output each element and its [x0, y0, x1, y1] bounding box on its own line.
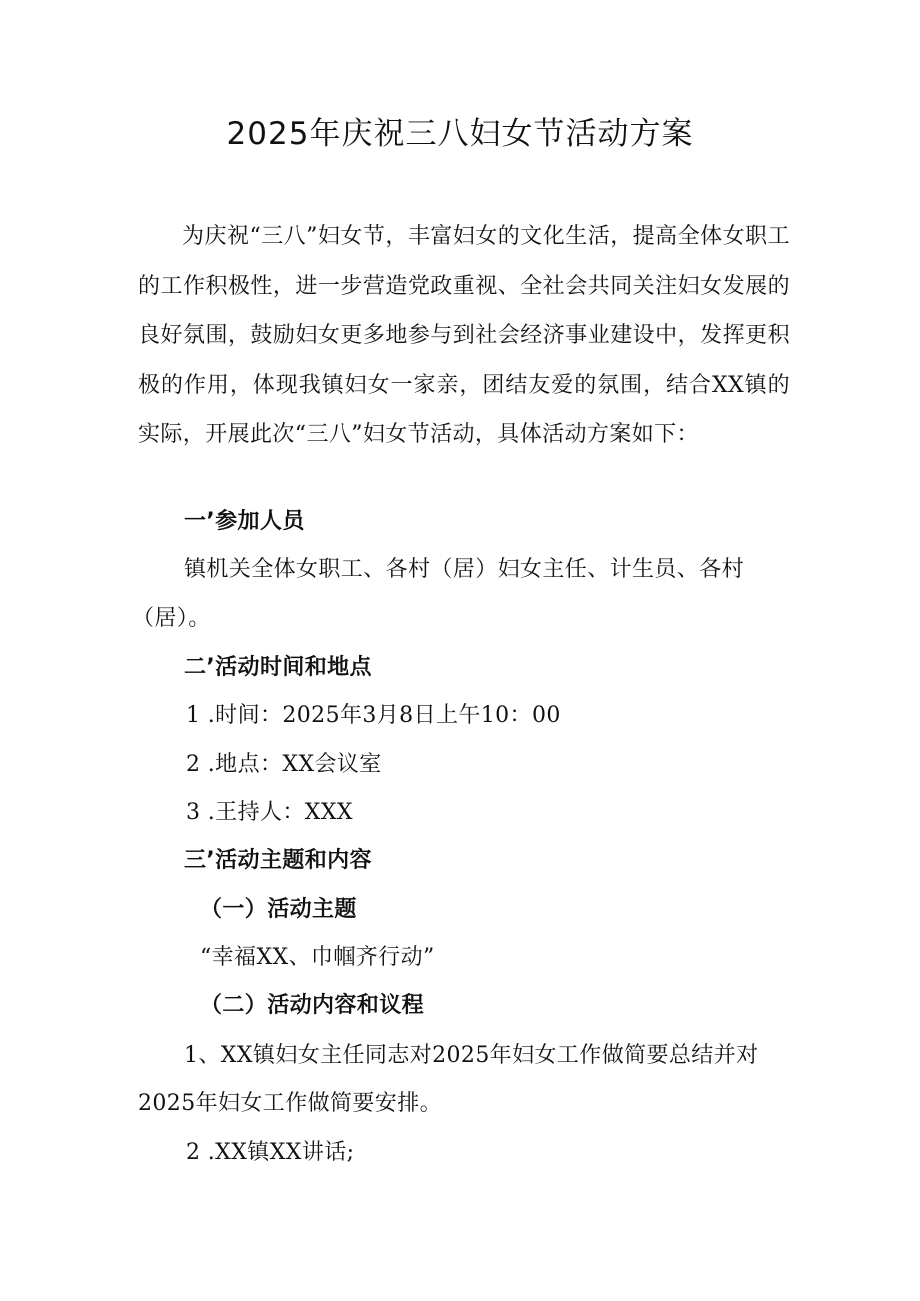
section3-sub2-heading: （二）活动内容和议程: [200, 993, 425, 1018]
section2-host: 3 .王持人：XXX: [186, 800, 353, 825]
agenda-item1-line2: 2025年妇女工作做简要安排。: [138, 1091, 442, 1116]
section2-time: 1 .时间：2025年3月8日上午10：00: [186, 703, 561, 728]
section2-place: 2 .地点：XX会议室: [186, 752, 382, 777]
intro-block: [138, 212, 790, 460]
section1-text-line2: （居）。: [132, 606, 211, 631]
section3-sub1-heading: （一）活动主题: [200, 897, 357, 922]
agenda-item2: 2 .XX镇XX讲话;: [186, 1140, 355, 1165]
theme-text: “幸福XX、巾帼齐行动”: [200, 945, 435, 970]
agenda-item1-line1: 1、XX镇妇女主任同志对2025年妇女工作做简要总结并对: [184, 1043, 759, 1068]
section2-heading: 二’活动时间和地点: [184, 655, 372, 680]
section3-heading: 三’活动主题和内容: [184, 848, 372, 873]
section1-text-line1: 镇机关全体女职工、各村（居）妇女主任、计生员、各村: [184, 557, 745, 582]
section1-heading: 一’参加人员: [184, 509, 305, 534]
intro-paragraph: 为庆祝“三八”妇女节，丰富妇女的文化生活，提高全体女职工的工作积极性，进一步营造党政重视、全社会共同关注妇女发展的良好氛围，鼓励妇女更多地参与到社会经济事业建设中，发挥更积极的作用，体现我镇妇女一家亲，团结友爱的氛围，结合XX镇的实际，开展此次“三八”妇女节活动，具体活动方案如下：: [138, 224, 790, 447]
document-title: 2025年庆祝三八妇女节活动方案: [226, 116, 694, 152]
